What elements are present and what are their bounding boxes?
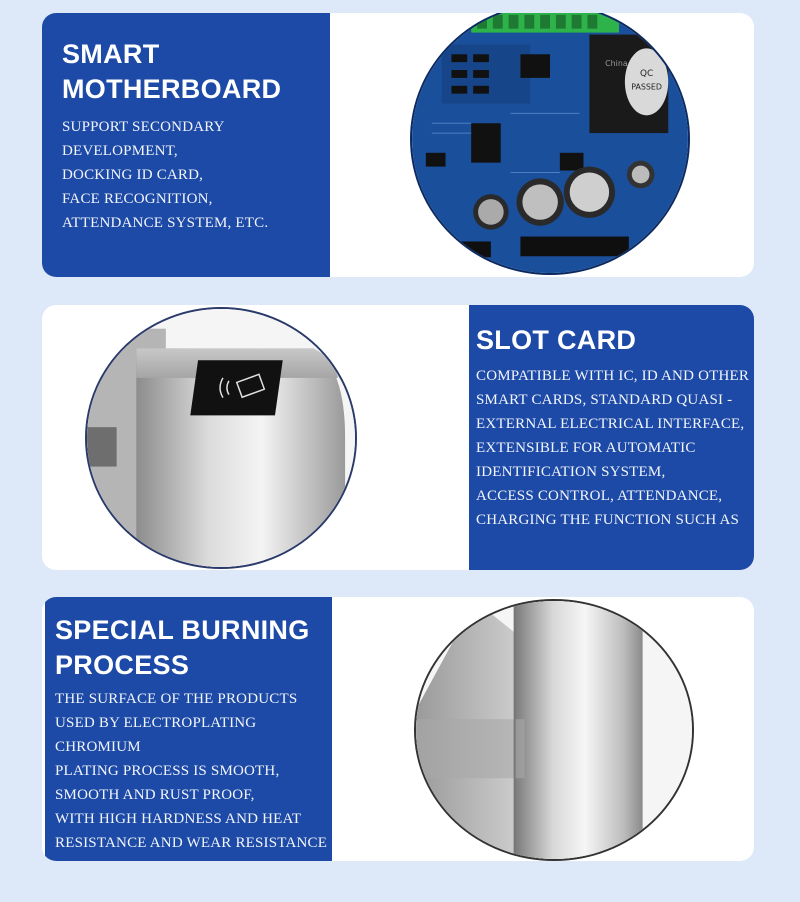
pcb-motherboard-image [410,13,690,275]
slot-card-text-panel [469,305,754,570]
slot-card-title: SLOT CARD [476,325,637,355]
feature-card-motherboard [42,13,754,277]
qc-passed-text: PASSED [631,82,662,92]
slot-card-description: COMPATIBLE WITH IC, ID AND OTHER SMART CARDS, STANDARD QUASI - EXTERNAL ELECTRICAL INTERFACE, EXTENSIBLE FOR AUTOMATIC IDENTIFICATION SYSTEM, ACCESS CONTROL, ATTENDANCE, CHARGING THE FUNCTION SUCH AS [476,368,750,528]
motherboard-text-panel [42,13,330,277]
card-reader-image [85,307,357,569]
burning-process-text-panel [45,597,332,861]
chrome-surface-illustration [416,601,692,859]
motherboard-title: SMART MOTHERBOARD [62,39,282,104]
motherboard-description: SUPPORT SECONDARY DEVELOPMENT, DOCKING ID CARD, FACE RECOGNITION, ATTENDANCE SYSTEM, ETC. [62,119,269,231]
feature-card-slot-card [42,305,754,570]
pcb-illustration [412,13,688,273]
card-reader-illustration [87,309,355,567]
burning-process-description: THE SURFACE OF THE PRODUCTS USED BY ELECTROPLATING CHROMIUM PLATING PROCESS IS SMOOTH, SMOOTH AND RUST PROOF, WITH HIGH HARDNESS AND HEAT RESISTANCE AND WEAR RESISTANCE [55,691,328,851]
chrome-surface-image [414,599,694,861]
china-label: China [605,59,628,69]
burning-process-title: SPECIAL BURNING PROCESS [55,615,310,680]
feature-card-burning-process [42,597,754,861]
qc-sticker-text: QC [639,68,654,79]
